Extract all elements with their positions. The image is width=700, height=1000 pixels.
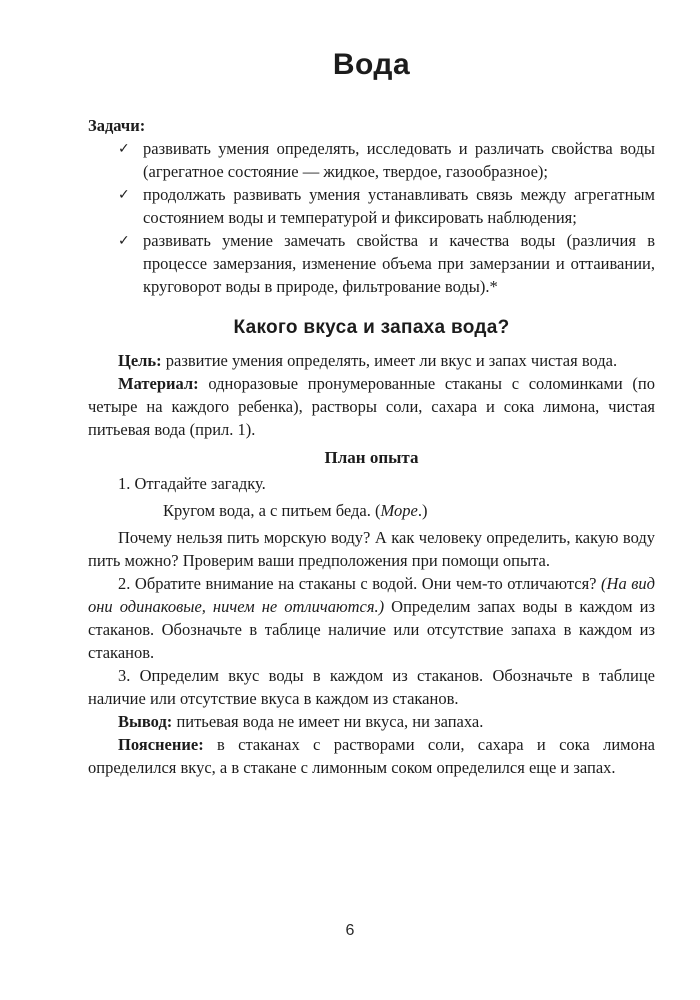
page-number: 6 — [345, 922, 355, 939]
tasks-label: Задачи: — [88, 116, 146, 135]
step2-end: Определим запах воды в каждом из стаканов. Обозначьте в таблице наличие или отсутствие запаха в каждом из стаканов. — [88, 597, 655, 662]
checkmark-icon: ✓ — [118, 141, 130, 157]
task-text: развивать умения определять, исследовать и различать свойства воды (агрегатное состояние — жидкое, твердое, газообразное); — [143, 139, 655, 181]
list-item — [88, 183, 655, 229]
step2-remark: (На вид они одинаковые, ничем не отличаются.) — [88, 574, 655, 616]
goal-label: Цель: — [118, 351, 162, 370]
conclusion-paragraph — [88, 710, 655, 733]
material-text: одноразовые пронумерованные стаканы с соломинками (по четыре на каждого ребенка), растворы соли, сахара и сока лимона, чистая питьевая вода (прил. 1). — [88, 374, 656, 439]
plan-step-3: 3. Определим вкус воды в каждом из стаканов. Обозначьте в таблице наличие или отсутствие вкуса в каждом из стаканов. — [88, 666, 655, 708]
tasks-list — [88, 137, 655, 298]
riddle-line — [163, 499, 655, 522]
plan-step-2 — [88, 572, 655, 664]
plan-heading: План опыта — [324, 448, 419, 467]
riddle-close: .) — [417, 501, 428, 520]
question-paragraph: Почему нельзя пить морскую воду? А как человеку определить, какую воду пить можно? Проверим ваши предположения при помощи опыта. — [88, 528, 655, 570]
explanation-paragraph — [88, 733, 655, 779]
material-paragraph — [88, 372, 655, 441]
task-text: продолжать развивать умения устанавливать связь между агрегатным состоянием воды и температурой и фиксировать наблюдения; — [143, 185, 655, 227]
goal-text: развитие умения определять, имеет ли вкус и запах чистая вода. — [165, 351, 618, 370]
plan-step-1: 1. Отгадайте загадку. — [118, 474, 266, 493]
step2-start: 2. Обратите внимание на стаканы с водой. Они чем-то отличаются? — [118, 574, 597, 593]
list-item — [88, 229, 655, 298]
material-label: Материал: — [118, 374, 199, 393]
goal-paragraph — [88, 349, 655, 372]
conclusion-label: Вывод: — [118, 712, 173, 731]
riddle-text: Кругом вода, а с питьем беда. ( — [163, 501, 381, 520]
conclusion-text: питьевая вода не имеет ни вкуса, ни запаха. — [176, 712, 484, 731]
page-title: Вода — [332, 48, 411, 81]
explanation-text: в стаканах с растворами соли, сахара и сока лимона определился вкус, а в стакане с лимонным соком определился еще и запах. — [88, 735, 655, 777]
checkmark-icon: ✓ — [118, 233, 130, 249]
list-item — [88, 137, 655, 183]
checkmark-icon: ✓ — [118, 187, 130, 203]
section-heading: Какого вкуса и запаха вода? — [233, 317, 510, 338]
riddle-answer: Море — [380, 501, 418, 520]
task-text: развивать умение замечать свойства и качества воды (различия в процессе замерзания, изменение объема при замерзании и оттаивании, круговорот воды в природе, фильтрование воды).* — [143, 231, 655, 296]
explanation-label: Пояснение: — [118, 735, 204, 754]
